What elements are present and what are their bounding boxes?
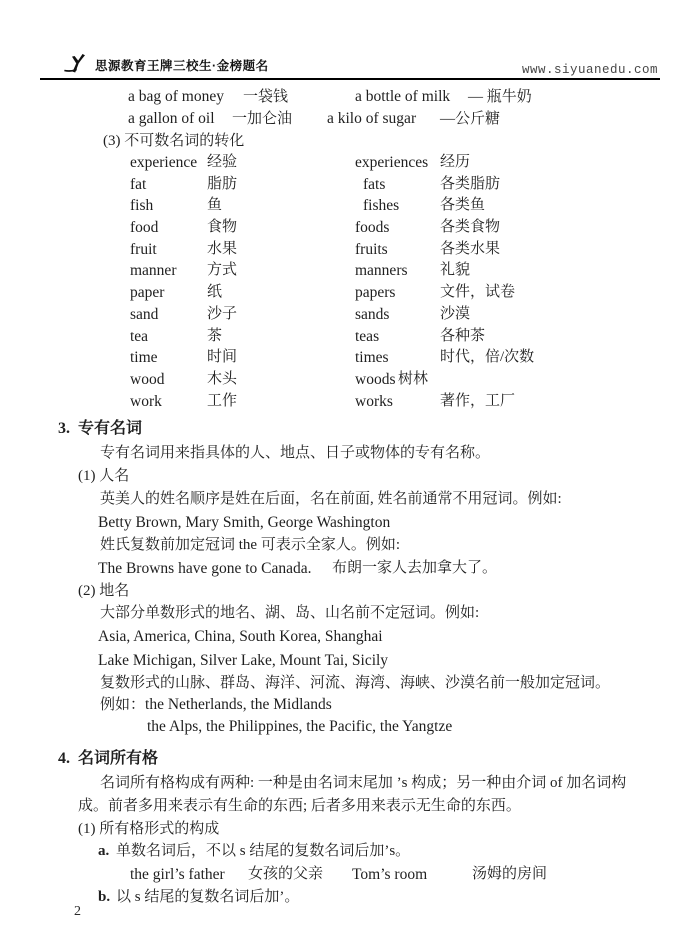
singular-meaning: 时间 (207, 349, 238, 366)
singular-noun: work (130, 392, 162, 410)
singular-meaning: 纸 (207, 284, 223, 301)
plural-noun: times (355, 349, 389, 367)
singular-noun: paper (130, 284, 165, 302)
measure-zh: 一袋钱 (243, 89, 289, 105)
plural-meaning: 礼貌 (440, 262, 471, 279)
plural-noun: fruits (355, 240, 388, 258)
rule-b (0, 886, 700, 909)
plural-meaning: 沙漠 (440, 305, 471, 322)
measure-zh: —公斤糖 (440, 111, 501, 127)
example-with-label (0, 694, 700, 716)
example-sentence-row (0, 557, 700, 580)
example-en: the girl’s father (130, 866, 225, 884)
rule-marker: b. (98, 889, 111, 906)
example-zh: 女孩的父亲 (248, 866, 324, 883)
measure-zh: 一加仑油 (232, 111, 293, 127)
item-marker: (1) (78, 468, 96, 485)
item-title: 所有格形式的构成 (99, 821, 220, 838)
table-row (0, 347, 700, 369)
plural-noun: papers (355, 284, 396, 302)
brand-title: 思源教育王牌三校生·金榜题名 (95, 59, 269, 73)
plural-meaning: 树林 (398, 370, 429, 387)
singular-meaning: 木头 (207, 370, 238, 387)
paragraph: 名词所有格构成有两种: 一种是由名词末尾加 ’s 构成；另一种由介词 of 加名词构 (100, 775, 627, 792)
table-row (0, 174, 700, 196)
sub-item-1-person-names (0, 465, 700, 488)
plural-meaning: 各类鱼 (440, 197, 486, 214)
section-4-heading (0, 746, 700, 772)
example-label: 例如： (100, 697, 146, 714)
paragraph: 英美人的姓名顺序是姓在后面，名在前面, 姓名前通常不用冠词。例如: (100, 491, 562, 508)
person-swoosh-logo-icon (64, 53, 90, 74)
measure-en: a kilo of sugar (327, 110, 417, 127)
plural-noun: works (355, 392, 393, 410)
page-content (0, 86, 700, 909)
plural-noun: sands (355, 305, 390, 323)
plural-meaning: 时代，倍/次数 (440, 349, 535, 366)
example-places: Lake Michigan, Silver Lake, Mount Tai, Sicily (98, 652, 389, 670)
paragraph: 大部分单数形式的地名、湖、岛、山名前不定冠词。例如: (100, 605, 480, 622)
list-item-3-heading (0, 130, 700, 152)
table-row (0, 326, 700, 348)
page-header (40, 44, 660, 80)
website-url: www.siyuanedu.com (521, 63, 658, 77)
section-title: 专有名词 (78, 420, 143, 438)
singular-noun: tea (130, 327, 149, 345)
table-row (0, 369, 700, 391)
singular-meaning: 食物 (207, 219, 238, 236)
paragraph: 复数形式的山脉、群岛、海洋、河流、海湾、海峡、沙漠名前一般加定冠词。 (100, 675, 611, 692)
example-places: Asia, America, China, South Korea, Shanghai (98, 628, 383, 646)
plural-noun: teas (355, 327, 380, 345)
singular-meaning: 工作 (207, 392, 238, 409)
singular-noun: wood (130, 370, 165, 388)
plural-meaning: 各类脂肪 (440, 175, 501, 192)
example-places: the Netherlands, the Midlands (145, 696, 332, 714)
plural-meaning: 各类水果 (440, 240, 501, 257)
paragraph: 姓氏复数前加定冠词 the 可表示全家人。例如: (100, 537, 400, 554)
item-marker: (1) (78, 821, 96, 838)
plural-meaning: 文件，试卷 (440, 284, 516, 301)
item-title: 不可数名词的转化 (124, 133, 245, 149)
measure-en: a bag of money (128, 88, 224, 105)
section-number: 4. (58, 750, 70, 768)
table-row (0, 282, 700, 304)
section-3-heading (0, 416, 700, 442)
section-3-intro: 专有名词用来指具体的人、地点、日子或物体的专有名称。 (100, 445, 491, 462)
table-row (0, 260, 700, 282)
singular-meaning: 水果 (207, 240, 238, 257)
possessive-example-row (0, 863, 700, 886)
paragraph: 成。前者多用来表示有生命的东西; 后者多用来表示无生命的东西。 (78, 798, 521, 815)
table-row (0, 304, 700, 326)
example-names: Betty Brown, Mary Smith, George Washington (98, 514, 391, 532)
singular-noun: fruit (130, 240, 157, 258)
measure-zh: — 瓶牛奶 (468, 89, 532, 105)
singular-noun: manner (130, 262, 177, 280)
singular-noun: food (130, 219, 159, 237)
table-row (0, 152, 700, 174)
plural-noun: woods (355, 370, 396, 388)
table-row (0, 217, 700, 239)
example-zh: 布朗一家人去加拿大了。 (332, 560, 498, 577)
plural-meaning: 经历 (440, 154, 471, 170)
example-en: Tom’s room (352, 866, 428, 884)
noun-table (0, 152, 700, 412)
brand (64, 53, 269, 74)
plural-meaning: 各类食物 (440, 219, 501, 236)
measure-row (0, 86, 700, 108)
plural-noun: foods (355, 219, 390, 237)
plural-noun: manners (355, 262, 408, 280)
singular-noun: fat (130, 175, 147, 193)
table-row (0, 391, 700, 413)
page-number: 2 (74, 904, 81, 919)
sub-item-2-place-names (0, 580, 700, 602)
plural-meaning: 著作，工厂 (440, 392, 516, 409)
measure-en: a gallon of oil (128, 110, 215, 127)
plural-meaning: 各种茶 (440, 327, 486, 344)
table-row (0, 195, 700, 217)
item-marker: (3) (103, 133, 121, 149)
singular-meaning: 沙子 (207, 305, 238, 322)
sub-item-1-possessive-forms (0, 818, 700, 840)
example-zh: 汤姆的房间 (472, 866, 548, 883)
item-marker: (2) (78, 583, 96, 600)
singular-meaning: 茶 (207, 327, 223, 344)
singular-meaning: 脂肪 (207, 175, 238, 192)
plural-noun: fats (363, 175, 386, 193)
singular-meaning: 鱼 (207, 197, 223, 214)
rule-marker: a. (98, 843, 110, 860)
section-number: 3. (58, 420, 70, 438)
singular-meaning: 经验 (207, 154, 238, 170)
rule-text: 以 s 结尾的复数名词后加’。 (116, 889, 300, 906)
section-title: 名词所有格 (78, 750, 159, 768)
table-row (0, 239, 700, 261)
plural-noun: experiences (355, 154, 429, 171)
rule-text: 单数名词后，不以 s 结尾的复数名词后加’s。 (116, 843, 411, 860)
example-en: The Browns have gone to Canada. (98, 560, 312, 578)
singular-noun: fish (130, 197, 154, 215)
rule-a (0, 840, 700, 863)
plural-noun: fishes (363, 197, 400, 215)
item-title: 人名 (99, 468, 130, 485)
measure-en: a bottle of milk (355, 88, 451, 105)
measure-row (0, 108, 700, 130)
singular-noun: sand (130, 305, 159, 323)
item-title: 地名 (99, 583, 130, 600)
singular-noun: experience (130, 154, 198, 171)
singular-noun: time (130, 349, 158, 367)
singular-meaning: 方式 (207, 262, 238, 279)
example-places: the Alps, the Philippines, the Pacific, the Yangtze (147, 718, 453, 736)
